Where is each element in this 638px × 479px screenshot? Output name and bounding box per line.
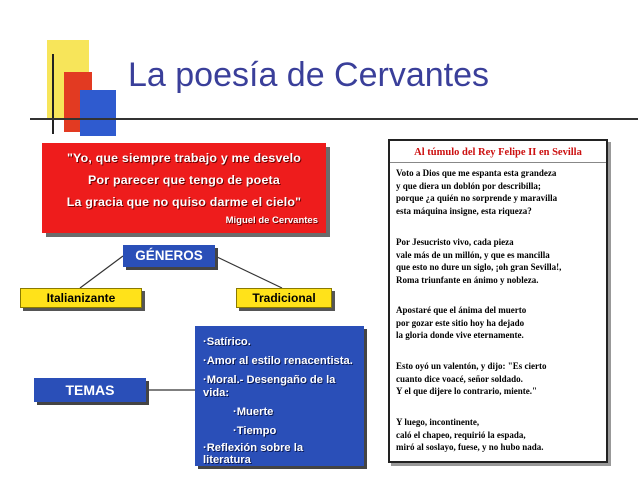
poem-line: por gozar este sitio hoy ha dejado [396,317,525,328]
poem-stanza-4 [396,360,547,398]
poem-stanza-2 [396,236,561,286]
quote-line-1: "Yo, que siempre trabajo y me desvelo [66,151,302,165]
theme-reflexion-line-1: ·Reflexión sobre la [203,442,304,454]
poem-stanza-3 [396,304,526,342]
poem-title: Al túmulo del Rey Felipe II en Sevilla [414,147,582,158]
poem-line: Y luego, incontinente, [396,417,480,427]
theme-moral-line-2: vida: [203,387,230,399]
poem-line: caló el chapeo, requirió la espada, [396,429,526,440]
theme-moral-line-1: ·Moral.- Desengaño de la [203,374,336,386]
poem-line: vale más de un millón, y que es mancilla [396,249,550,260]
poem-line: y que diera un doblón por describilla; [396,180,541,191]
generos-box: GÉNEROS [123,245,215,267]
italianizante-box: Italianizante [20,288,142,308]
tradicional-box: Tradicional [236,288,332,308]
quote-box [42,143,326,233]
poem-line: Apostaré que el ánima del muerto [396,305,527,315]
quote-line-3: La gracia que no quiso darme el cielo" [66,195,302,209]
poem-line: Por Jesucristo vivo, cada pieza [396,237,514,247]
poem-line: esta máquina insigne, esta riqueza? [396,205,532,216]
poem-line: Esto oyó un valentón, y dijo: "Es cierto [396,361,547,371]
poem-line: porque ¿a quién no sorprende y maravilla [396,193,558,204]
poem-stanza-5 [396,416,544,454]
theme-satirico: ·Satírico. [203,336,251,348]
poem-line: que esto no dure un siglo, ¡oh gran Sevilla!, [396,262,562,273]
theme-tiempo: ·Tiempo [233,425,277,437]
themes-box [195,326,364,466]
poem-title-divider [390,162,606,163]
connector-generos-italianizante [80,256,123,288]
poem-stanza-1 [396,167,557,217]
temas-box: TEMAS [34,378,146,402]
theme-reflexion-line-2: literatura [203,454,251,466]
poem-line: cuanto dice voacé, señor soldado. [396,373,523,384]
quote-author: Miguel de Cervantes [225,215,318,226]
poem-line: Roma triunfante en ánimo y nobleza. [396,274,539,285]
connector-generos-tradicional [215,256,282,288]
theme-muerte: ·Muerte [233,406,274,418]
poem-line: Y el que dijere lo contrario, miente." [396,386,537,397]
poem-line: Voto a Dios que me espanta esta grandeza [396,168,557,178]
quote-line-2: Por parecer que tengo de poeta [88,173,280,187]
poem-line: miró al soslayo, fuese, y no hubo nada. [396,442,544,453]
poem-box [388,139,608,463]
theme-amor: ·Amor al estilo renacentista. [203,355,353,367]
poem-line: la gloria donde vive eternamente. [396,330,524,341]
slide-title: La poesía de Cervantes [128,56,490,94]
